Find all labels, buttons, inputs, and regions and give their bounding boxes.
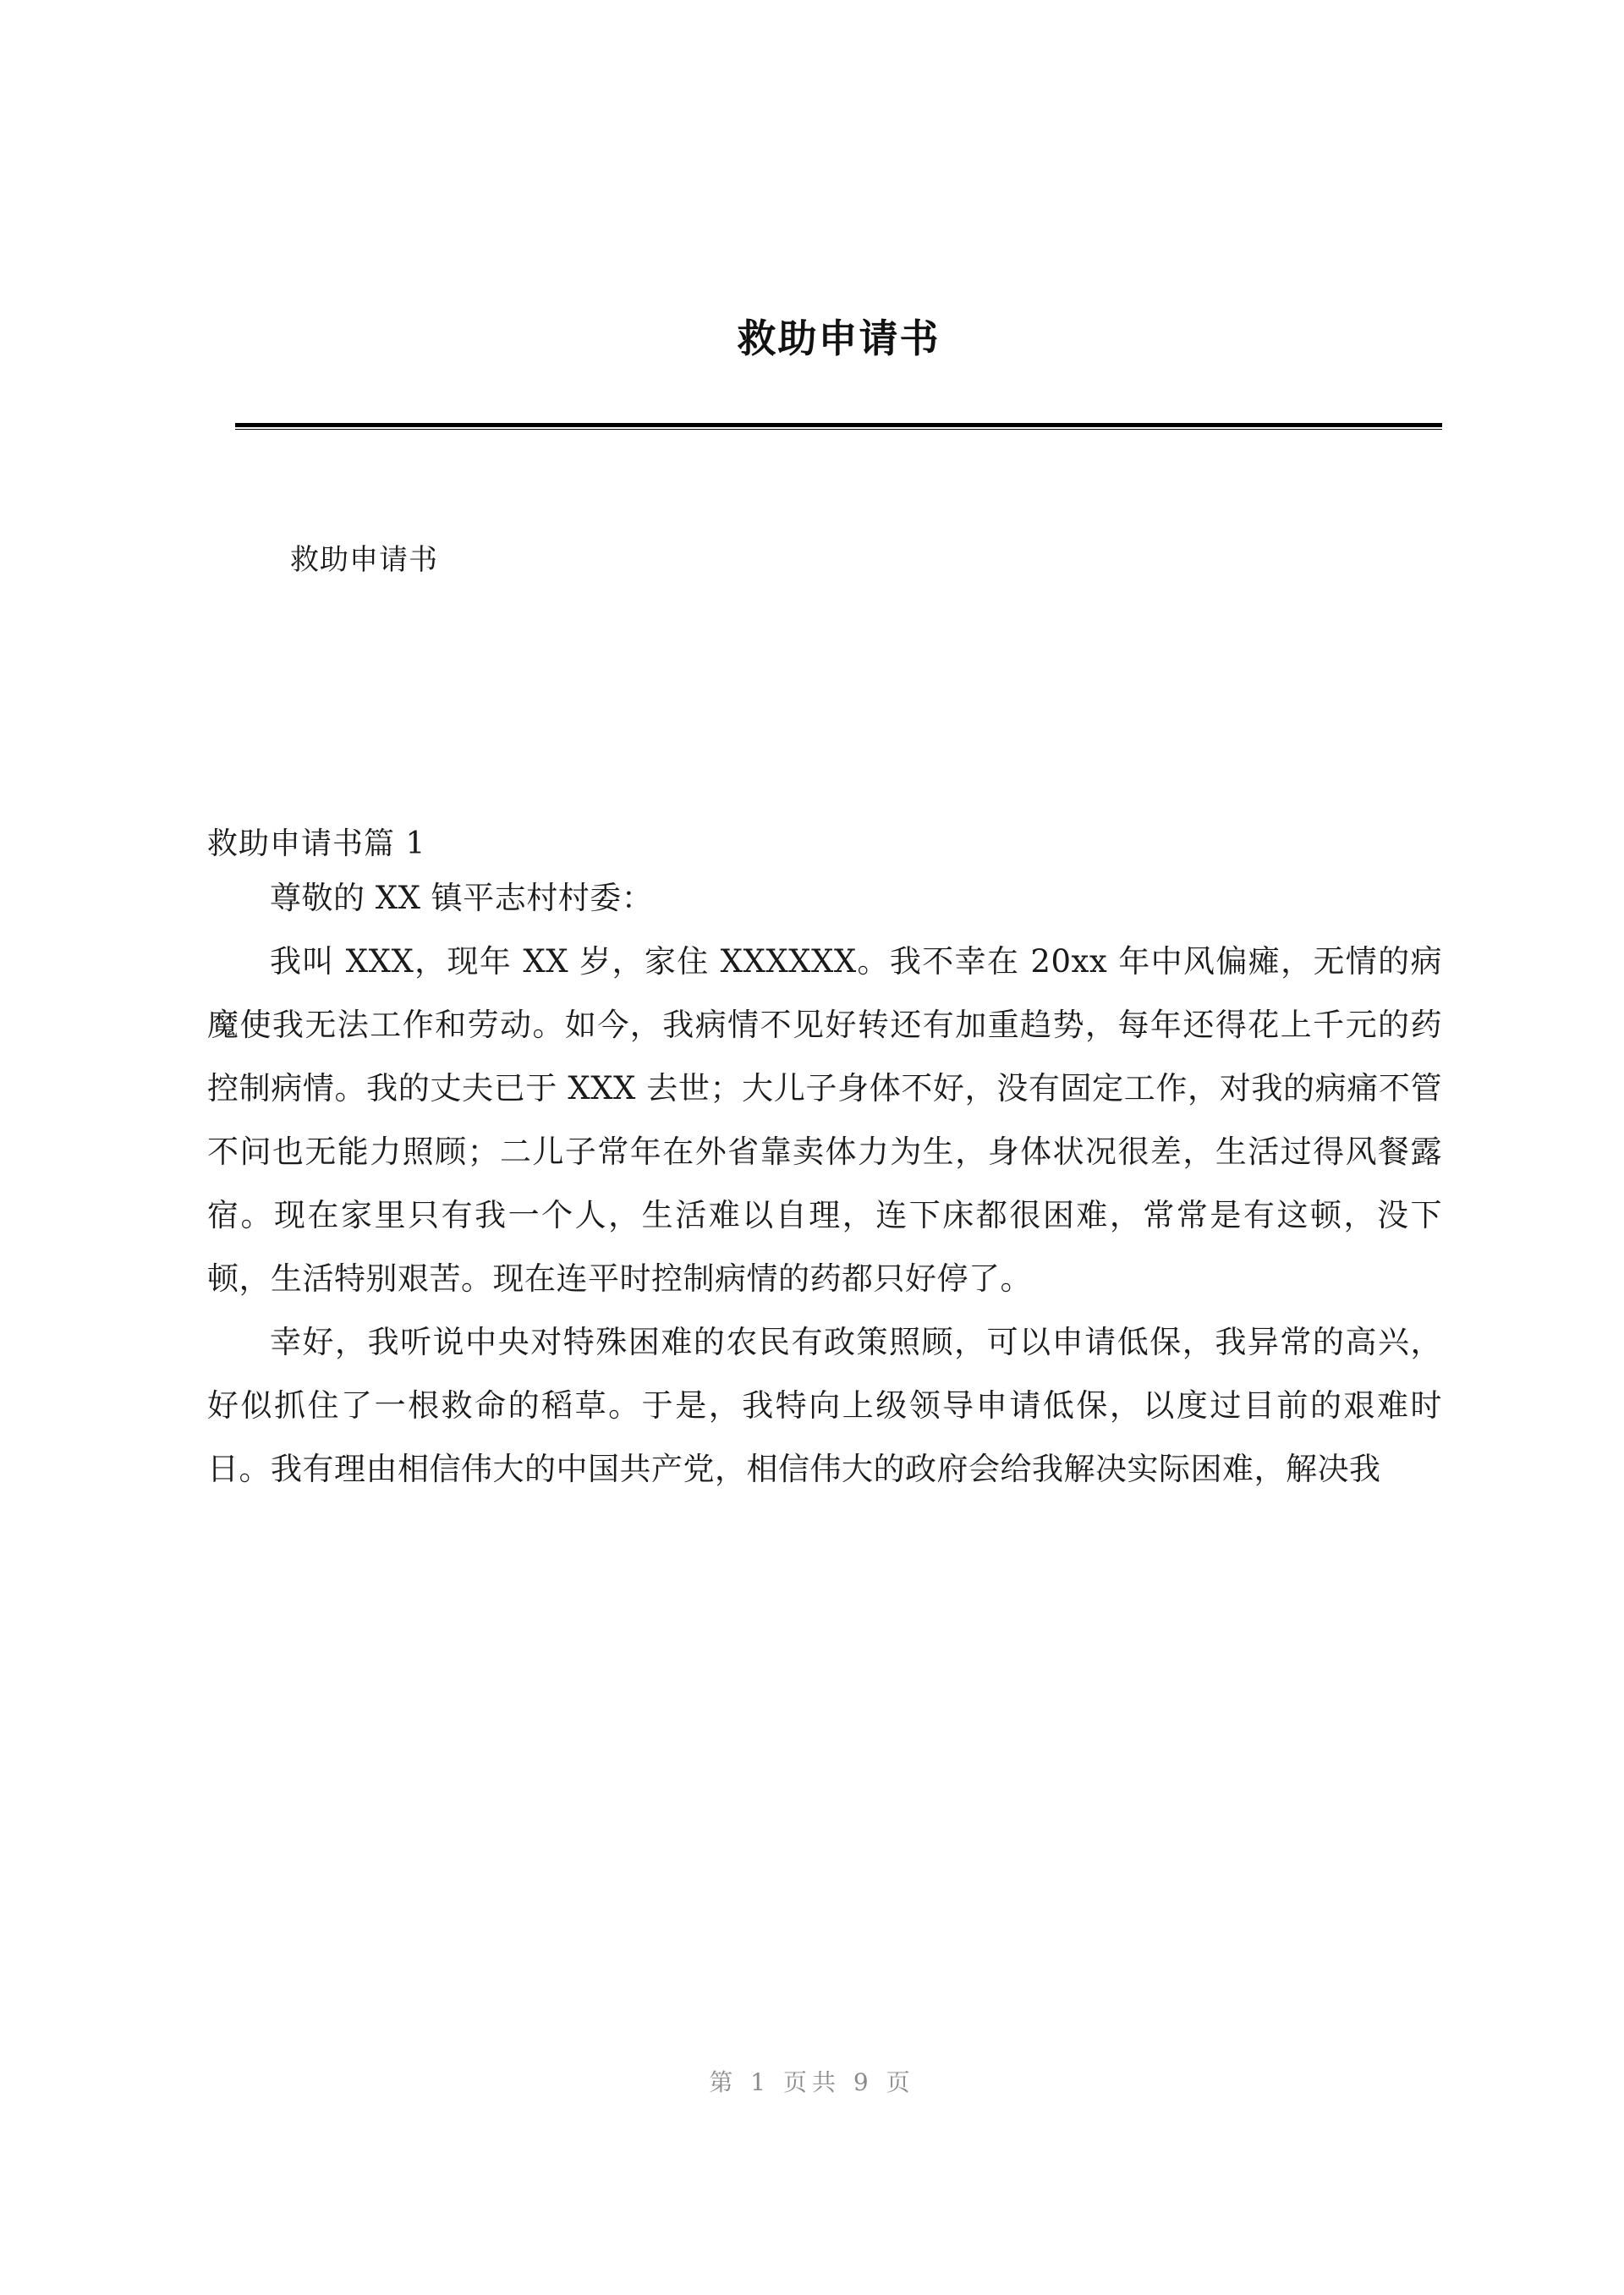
section-heading-piece-1: 救助申请书篇 1: [207, 826, 426, 862]
document-subtitle: 救助申请书: [290, 543, 438, 577]
header-divider-rule: [235, 423, 1442, 430]
document-body: [207, 508, 1442, 1501]
body-paragraph-2: 幸好，我听说中央对特殊困难的农民有政策照顾，可以申请低保，我异常的高兴，好似抓住了一根救命的稻草。于是，我特向上级领导申请低保，以度过目前的艰难时日。我有理由相信伟大的中国共产党，相信伟大的政府会给我解决实际困难，解决我: [207, 1323, 1442, 1487]
document-header-title: 救助申请书: [737, 316, 941, 361]
footer-middle-label: 页共: [782, 2068, 841, 2096]
page-footer: [0, 2064, 1624, 2098]
salutation-line: 尊敬的 XX 镇平志村村委：: [270, 879, 654, 916]
footer-suffix-label: 页: [886, 2068, 915, 2096]
footer-current-page-number: 1: [750, 2068, 771, 2096]
header-divider-thick-line: [235, 423, 1442, 427]
body-paragraph-1: 我叫 XXX，现年 XX 岁，家住 XXXXXX。我不幸在 20xx 年中风偏瘫，无情的病魔使我无法工作和劳动。如今，我病情不见好转还有加重趋势，每年还得花上千元的药控制病情。我的丈夫已于 XXX 去世；大儿子身体不好，没有固定工作，对我的病痛不管不问也无能力照顾；二儿子常年在外省靠卖体力为生，身体状况很差，生活过得风餐露宿。现在家里只有我一个人，生活难以自理，连下床都很困难，常常是有这顿，没下顿，生活特别艰苦。现在连平时控制病情的药都只好停了。: [207, 942, 1442, 1297]
footer-total-pages-number: 9: [853, 2068, 874, 2096]
header-divider-thin-line: [235, 429, 1442, 430]
footer-prefix-label: 第: [709, 2068, 738, 2096]
